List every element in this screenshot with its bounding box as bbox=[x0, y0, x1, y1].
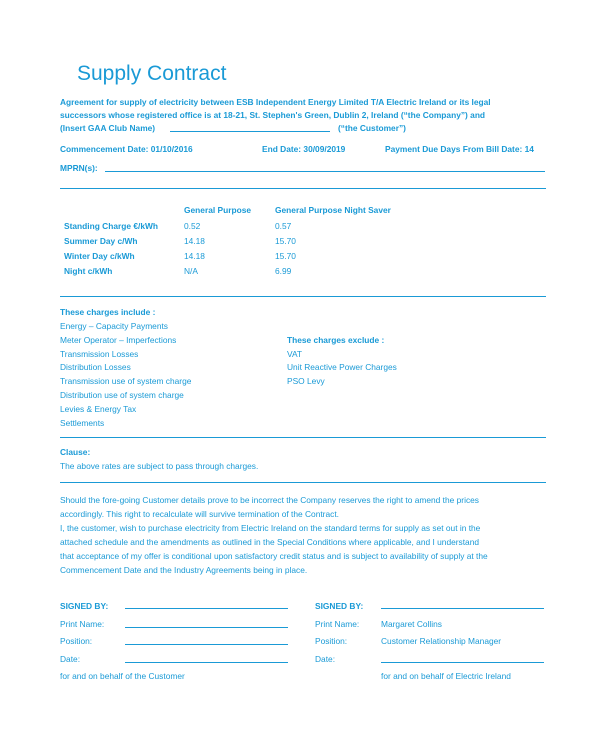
include-item: Meter Operator – Imperfections bbox=[60, 335, 177, 345]
rate-row-label: Summer Day c/Wh bbox=[64, 236, 138, 246]
rates-header-ns: General Purpose Night Saver bbox=[275, 205, 391, 215]
rate-row-ns: 15.70 bbox=[275, 251, 296, 261]
divider bbox=[60, 482, 546, 483]
include-item: Transmission Losses bbox=[60, 349, 139, 359]
customer-position-line[interactable] bbox=[125, 644, 288, 645]
divider bbox=[60, 437, 546, 438]
end-date: End Date: 30/09/2019 bbox=[262, 144, 346, 154]
clause-text: The above rates are subject to pass through charges. bbox=[60, 461, 259, 471]
company-date-line[interactable] bbox=[381, 662, 544, 663]
company-position-value: Customer Relationship Manager bbox=[381, 636, 502, 646]
commencement-date: Commencement Date: 01/10/2016 bbox=[60, 144, 193, 154]
include-heading: These charges include : bbox=[60, 307, 156, 317]
divider bbox=[60, 296, 546, 297]
terms-line: that acceptance of my offer is conditional upon satisfactory credit status and is subject to availability of supply at the bbox=[60, 551, 488, 561]
mprn-line-2[interactable] bbox=[60, 188, 546, 189]
company-print-name-label: Print Name: bbox=[315, 619, 360, 629]
terms-line: accordingly. This right to recalculate will survive termination of the Contract. bbox=[60, 509, 339, 519]
terms-line: Should the fore-going Customer details prove to be incorrect the Company reserves the right to amend the prices bbox=[60, 495, 479, 505]
rate-row-label: Standing Charge €/kWh bbox=[64, 221, 158, 231]
customer-position-label: Position: bbox=[60, 636, 93, 646]
intro-customer-label: (“the Customer”) bbox=[338, 123, 406, 133]
company-print-name-value: Margaret Collins bbox=[381, 619, 442, 629]
rate-row-gp: 0.52 bbox=[184, 221, 201, 231]
customer-print-name-line[interactable] bbox=[125, 627, 288, 628]
customer-date-label: Date: bbox=[60, 654, 81, 664]
terms-line: I, the customer, wish to purchase electricity from Electric Ireland on the standard terms for supply as set out in the bbox=[60, 523, 481, 533]
rate-row-gp: N/A bbox=[184, 266, 198, 276]
exclude-item: VAT bbox=[287, 349, 303, 359]
include-item: Distribution Losses bbox=[60, 362, 131, 372]
exclude-item: PSO Levy bbox=[287, 376, 325, 386]
rate-row-label: Night c/kWh bbox=[64, 266, 113, 276]
include-item: Levies & Energy Tax bbox=[60, 404, 137, 414]
page-title: Supply Contract bbox=[77, 62, 227, 85]
rate-row-label: Winter Day c/kWh bbox=[64, 251, 135, 261]
rate-row-ns: 15.70 bbox=[275, 236, 296, 246]
mprn-label: MPRN(s): bbox=[60, 163, 98, 173]
include-item: Energy – Capacity Payments bbox=[60, 321, 168, 331]
customer-signature-line[interactable] bbox=[125, 608, 288, 609]
payment-due-days: Payment Due Days From Bill Date: 14 bbox=[385, 144, 534, 154]
terms-line: Commencement Date and the Industry Agreements being in place. bbox=[60, 565, 308, 575]
exclude-heading: These charges exclude : bbox=[287, 335, 385, 345]
include-item: Distribution use of system charge bbox=[60, 390, 184, 400]
company-date-label: Date: bbox=[315, 654, 336, 664]
intro-club-label: (Insert GAA Club Name) bbox=[60, 123, 156, 133]
rate-row-gp: 14.18 bbox=[184, 251, 205, 261]
company-behalf-text: for and on behalf of Electric Ireland bbox=[381, 671, 511, 681]
rates-header-gp: General Purpose bbox=[184, 205, 252, 215]
customer-signed-by-label: SIGNED BY: bbox=[60, 601, 109, 611]
mprn-line-1[interactable] bbox=[105, 171, 545, 172]
include-item: Transmission use of system charge bbox=[60, 376, 192, 386]
customer-date-line[interactable] bbox=[125, 662, 288, 663]
intro-line-1: Agreement for supply of electricity between ESB Independent Energy Limited T/A Electric Ireland or its legal bbox=[60, 97, 491, 107]
customer-print-name-label: Print Name: bbox=[60, 619, 105, 629]
customer-behalf-text: for and on behalf of the Customer bbox=[60, 671, 185, 681]
terms-line: attached schedule and the amendments as outlined in the Special Conditions where applicable, and I understand bbox=[60, 537, 480, 547]
rate-row-ns: 6.99 bbox=[275, 266, 292, 276]
intro-line-2: successors whose registered office is at 18-21, St. Stephen's Green, Dublin 2, Ireland (“the Company”) and bbox=[60, 110, 486, 120]
rate-row-gp: 14.18 bbox=[184, 236, 205, 246]
club-name-line[interactable] bbox=[170, 131, 330, 132]
clause-heading: Clause: bbox=[60, 447, 91, 457]
company-signature-line[interactable] bbox=[381, 608, 544, 609]
exclude-item: Unit Reactive Power Charges bbox=[287, 362, 397, 372]
rate-row-ns: 0.57 bbox=[275, 221, 292, 231]
company-signed-by-label: SIGNED BY: bbox=[315, 601, 364, 611]
company-position-label: Position: bbox=[315, 636, 348, 646]
include-item: Settlements bbox=[60, 418, 105, 428]
